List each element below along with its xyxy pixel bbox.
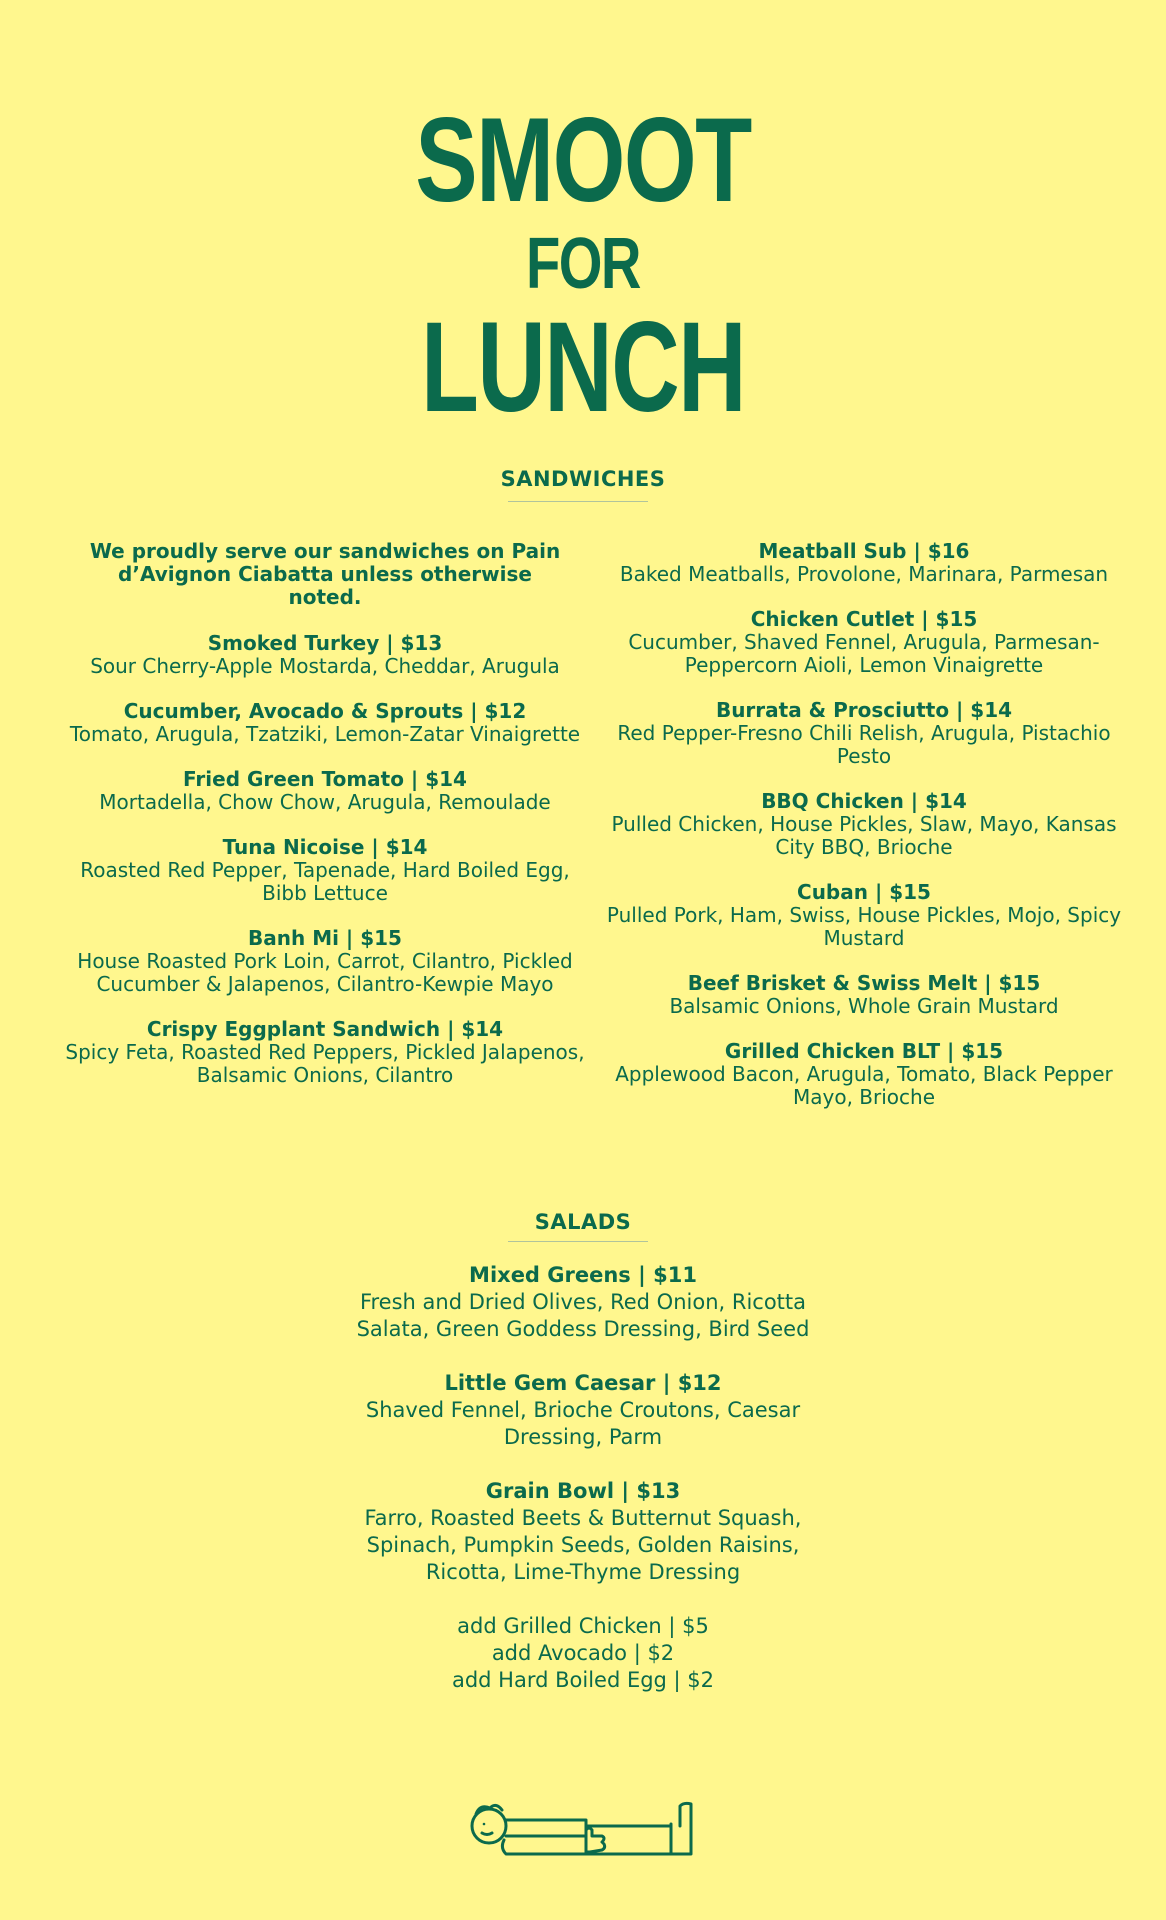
menu-item-name: Crispy Eggplant Sandwich | $14 [146,1017,504,1041]
menu-item-description: Baked Meatballs, Provolone, Marinara, Parmesan [619,562,1109,586]
title-for: FOR [526,224,640,304]
menu-item [598,881,1130,950]
menu-item-description: Pulled Chicken, House Pickles, Slaw, Mayo, Kansas City BBQ, Brioche [611,812,1117,859]
menu-item-description: Tomato, Arugula, Tzatziki, Lemon-Zatar Vinaigrette [69,722,581,746]
menu-item-name: Little Gem Caesar | $12 [444,1371,722,1395]
menu-item-description: Balsamic Onions, Whole Grain Mustard [669,994,1059,1018]
menu-item [60,768,590,814]
menu-item [60,836,590,905]
menu-item [333,1478,833,1586]
menu-item [60,1018,590,1087]
sandwiches-right-column [598,540,1130,1131]
menu-item-name: Grain Bowl | $13 [485,1479,681,1503]
menu-item-name: Mixed Greens | $11 [469,1263,697,1287]
sandwiches-left-column [60,540,590,1109]
menu-item-name: Cucumber, Avocado & Sprouts | $12 [123,699,527,723]
menu-item-description: Fresh and Dried Olives, Red Onion, Ricotta Salata, Green Goddess Dressing, Bird Seed [356,1290,810,1341]
menu-item [60,632,590,678]
addon-item: add Grilled Chicken | $5 [457,1614,709,1638]
menu-item [598,699,1130,768]
menu-item-description: Sour Cherry-Apple Mostarda, Cheddar, Arugula [90,654,560,678]
reclining-man-thumbs-up-icon [466,1796,700,1860]
salads-heading: SALADS [534,1210,632,1234]
menu-item-name: Grilled Chicken BLT | $15 [724,1039,1004,1063]
menu-item-description: Applewood Bacon, Arugula, Tomato, Black Pepper Mayo, Brioche [615,1062,1113,1109]
title-smoot: SMOOT [415,93,751,227]
menu-item-name: Burrata & Prosciutto | $14 [715,698,1013,722]
sandwiches-divider [508,501,648,502]
salads-list [333,1262,833,1694]
addon-item: add Hard Boiled Egg | $2 [451,1668,715,1692]
menu-item-name: Meatball Sub | $16 [758,539,970,563]
menu-item [598,790,1130,859]
menu-item [60,927,590,996]
menu-item [598,1040,1130,1109]
menu-item-name: Smoked Turkey | $13 [207,631,443,655]
menu-item [333,1370,833,1451]
menu-item-name: Banh Mi | $15 [248,926,402,950]
menu-item-description: Roasted Red Pepper, Tapenade, Hard Boiled Egg, Bibb Lettuce [80,858,570,905]
menu-item-description: House Roasted Pork Loin, Carrot, Cilantro, Pickled Cucumber & Jalapenos, Cilantro-Kewpie Mayo [77,949,573,996]
menu-item-name: Tuna Nicoise | $14 [222,835,428,859]
menu-item-description: Pulled Pork, Ham, Swiss, House Pickles, Mojo, Spicy Mustard [606,903,1122,950]
menu-item-name: Cuban | $15 [797,880,931,904]
menu-item [598,608,1130,677]
menu-item [333,1262,833,1343]
menu-item-name: Fried Green Tomato | $14 [183,767,467,791]
sandwiches-heading: SANDWICHES [500,467,666,491]
addon-item: add Avocado | $2 [491,1641,675,1665]
menu-item-description: Spicy Feta, Roasted Red Peppers, Pickled Jalapenos, Balsamic Onions, Cilantro [65,1040,585,1087]
sandwiches-intro: We proudly serve our sandwiches on Pain d’Avignon Ciabatta unless otherwise noted. [89,539,561,609]
menu-item [598,972,1130,1018]
menu-item-description: Farro, Roasted Beets & Butternut Squash, Spinach, Pumpkin Seeds, Golden Raisins, Ricotta, Lime-Thyme Dressing [364,1506,802,1584]
salad-addons [333,1613,833,1694]
menu-item-description: Mortadella, Chow Chow, Arugula, Remoulade [99,790,551,814]
menu-item-name: Chicken Cutlet | $15 [750,607,978,631]
menu-item [60,700,590,746]
menu-item-description: Shaved Fennel, Brioche Croutons, Caesar Dressing, Parm [365,1398,801,1449]
menu-item-description: Cucumber, Shaved Fennel, Arugula, Parmesan-Peppercorn Aioli, Lemon Vinaigrette [628,630,1100,677]
menu-item-name: BBQ Chicken | $14 [761,789,967,813]
title-lunch: LUNCH [420,296,746,439]
menu-item-description: Red Pepper-Fresno Chili Relish, Arugula, Pistachio Pesto [617,721,1111,768]
menu-item [598,540,1130,586]
salads-divider [508,1241,648,1242]
menu-item-name: Beef Brisket & Swiss Melt | $15 [687,971,1041,995]
